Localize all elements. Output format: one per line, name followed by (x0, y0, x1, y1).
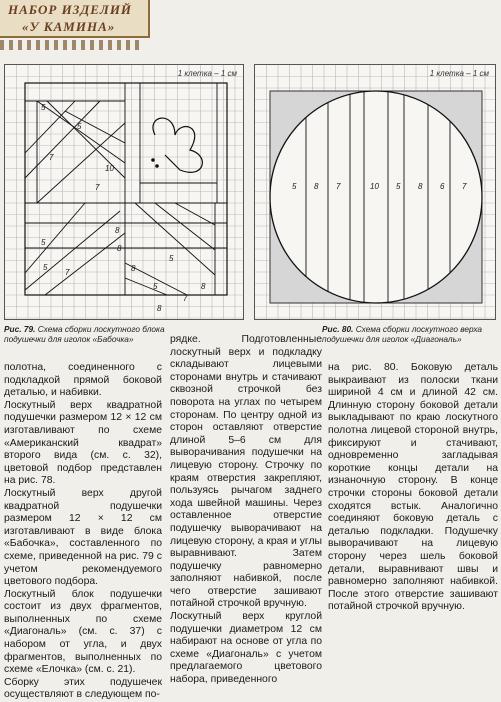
scheme-label: 5 (77, 122, 82, 131)
strip-width-label: 5 (396, 182, 401, 191)
scheme-label: 7 (65, 268, 70, 277)
paragraph: Лоскутный верх квадратной подушечки размером 12 × 12 см изготавливают по схеме «Американский квадрат» второго вида (см. с. 32), цветовой подбор представлен на рис. 78. (4, 399, 162, 487)
figure-80-caption (322, 324, 497, 344)
patch-seam (135, 203, 215, 275)
scheme-label: 5 (153, 282, 158, 291)
scheme-label: 7 (183, 294, 188, 303)
text-column-2 (170, 334, 322, 687)
patch-seam (45, 233, 125, 295)
paragraph: на рис. 80. Боковую деталь выкраивают из полоски ткани шириной 4 см и длиной 42 см. Длинную сторону боковой детали выкладывают по краю лоскутного полотна лицевой стороной внутрь, фиксируют и стачивают, одновременно загладывая короткие концы детали на изнаночную сторону. В конце строчки стороны боковой детали сходятся встык. Аналогично соединяют боковую деталь с деталью подкладки. Подушечку выворачивают на лицевую сторону через шель боковой детали, выравнивают швы и равномерно заполняют набивкой. После этого отверстие зашивают потайной строчкой вручную. (328, 362, 498, 613)
scheme-label: 8 (115, 226, 120, 235)
strip-width-label: 7 (462, 182, 467, 191)
text-column-3 (328, 362, 498, 614)
butterfly-body-dot (155, 164, 159, 168)
scheme-label: 8 (157, 304, 162, 313)
patch-seam (175, 203, 215, 225)
scheme-label: 7 (95, 183, 100, 192)
patch-seam (155, 203, 215, 250)
paragraph: Лоскутный блок подушечки состоит из двух фрагментов, выполненных по схеме «Диагональ» (см. с. 37) с набором от угла, и двух фрагментов, выполненных по схеме «Елочка» (см. с. 21). (4, 588, 162, 676)
paragraph: полотна, соединенного с подкладкой прямой боковой деталью, и набивки. (4, 362, 162, 399)
strip-width-label: 10 (370, 182, 379, 191)
scheme-label: 7 (49, 153, 54, 162)
scheme-label: 8 (117, 244, 122, 253)
figure-79-caption (4, 324, 184, 344)
decorative-border (0, 40, 140, 50)
scheme-label: 5 (41, 103, 46, 112)
text-column-1 (4, 362, 162, 702)
figure-79-caption-text: Схема сборки лоскутного блока подушечки для иголок «Бабочка» (4, 324, 165, 344)
figure-80-caption-text: Схема сборки лоскутного верха подушечки для иголок «Диагональ» (322, 324, 483, 344)
scheme-label: 8 (131, 264, 136, 273)
paragraph: Лоскутный верх другой квадратной подушечки размером 12 × 12 см изготавливают в виде блока «Бабочка», составленного по схеме, приведенной на рис. 79 с учетом рекомендуемого цветового подбора. (4, 487, 162, 588)
strip-width-label: 8 (418, 182, 423, 191)
patch-seam (25, 203, 85, 273)
figure-80-diagram (254, 64, 496, 320)
scheme-label: 8 (201, 282, 206, 291)
scheme-label: 10 (105, 164, 114, 173)
strip-width-label: 7 (336, 182, 341, 191)
paragraph: Лоскутный верх круглой подушечки диаметром 12 см набирают на основе от угла по схеме «Диагональ» с учетом предлагаемого цветового набора, приведенного (170, 611, 322, 686)
figure-79-number: Рис. 79. (4, 324, 36, 334)
figure-80-number: Рис. 80. (322, 324, 354, 334)
paragraph: Сборку этих подушечек осуществляют в следующем по- (4, 676, 162, 701)
strip-width-label: 5 (292, 182, 297, 191)
section-banner (0, 0, 150, 38)
diagonal-circle-scheme (255, 65, 496, 320)
butterfly-body-dot (151, 158, 155, 162)
paragraph: рядке. Подготовленные лоскутный верх и подкладку складывают лицевыми сторонами внутрь и стачивают сквозной строчкой без поворота на углах по четырем сторонам. По центру одной из сторон оставляют отверстие длиной 5–6 см для выворачивания подушечки на лицевую сторону. Строчку по краям отверстия закрепляют, пользуясь рычагом заднего хода швейной машины. Через оставленное отверстие подушечку выворачивают на лицевую сторону, а края и углы выравнивают. Затем подушечку равномерно заполняют набивкой, после чего отверстие зашивают потайной строчкой вручную. (170, 334, 322, 610)
butterfly-block-scheme (5, 65, 244, 320)
scheme-label: 5 (43, 263, 48, 272)
banner-line-2: «У КАМИНА» (22, 19, 116, 34)
banner-line-1: НАБОР ИЗДЕЛИЙ (8, 2, 133, 17)
scheme-label: 5 (169, 254, 174, 263)
strip-width-label: 8 (314, 182, 319, 191)
scheme-label: 5 (41, 238, 46, 247)
figure-79-scale: 1 клетка – 1 см (177, 69, 237, 78)
strip-width-label: 6 (440, 182, 445, 191)
figure-80-scale: 1 клетка – 1 см (429, 69, 489, 78)
figure-79-diagram (4, 64, 244, 320)
